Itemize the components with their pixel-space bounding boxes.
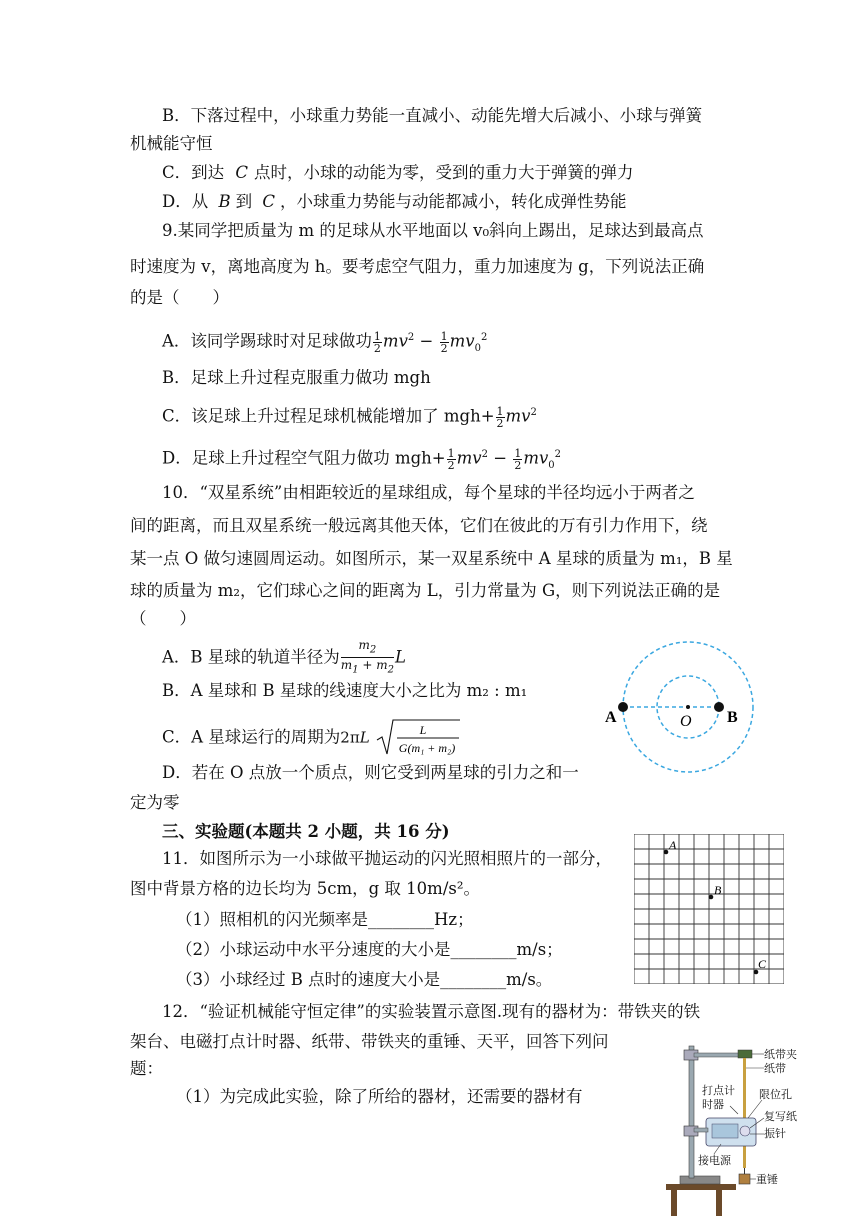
projectile-grid-figure bbox=[634, 834, 784, 984]
q9-line2: 时速度为 v，离地高度为 h。要考虑空气阻力，重力加速度为 g，下列说法正确 bbox=[130, 257, 705, 276]
paper-tape bbox=[743, 1058, 746, 1168]
label-b: B bbox=[727, 709, 738, 726]
q11-sub2: （2）小球运动中水平分速度的大小是________m/s； bbox=[176, 940, 563, 959]
q8-d-b: B bbox=[218, 192, 231, 211]
q10-option-d-line1: D．若在 O 点放一个质点，则它受到两星球的引力之和一 bbox=[162, 763, 579, 782]
label-tape-clip: 纸带夹 bbox=[764, 1049, 797, 1061]
q8-c-var: C bbox=[235, 163, 248, 182]
weight-block bbox=[739, 1174, 750, 1184]
q10-c-text: C．A 星球运行的周期为 bbox=[162, 727, 341, 747]
label-o: O bbox=[680, 713, 692, 730]
svg-text:L: L bbox=[419, 723, 427, 737]
q11-line2: 图中背景方格的边长均为 5cm，g 取 10m/s²。 bbox=[130, 879, 480, 898]
sqrt-expression bbox=[375, 718, 461, 758]
section-3-heading: 三、实验题(本题共 2 小题，共 16 分) bbox=[162, 822, 450, 841]
q12-line2: 架台、电磁打点计时器、纸带、带铁夹的重锤、天平，回答下列问 bbox=[130, 1032, 609, 1051]
point-b bbox=[709, 895, 714, 900]
q8-c-prefix: C．到达 bbox=[162, 163, 225, 182]
q10-option-a: A．B 星球的轨道半径为 $\frac{m_2}{m_1 + m_2}$ L bbox=[162, 638, 406, 676]
q10-line4: 球的质量为 m₂，它们球心之间的距离为 L，引力常量为 G，则下列说法正确的是 bbox=[130, 581, 721, 600]
label-timer-1: 打点计 bbox=[702, 1085, 735, 1097]
q10-line5: （ ） bbox=[130, 609, 196, 628]
q8-option-b-line1: B．下落过程中，小球重力势能一直减小、动能先增大后减小、小球与弹簧 bbox=[162, 106, 703, 125]
q9-c-text: C．该足球上升过程足球机械能增加了 mgh+ bbox=[162, 406, 495, 426]
q10-option-c: C．A 星球运行的周期为2πL L G(m₁ + m₂) bbox=[162, 718, 461, 758]
q9-a-text: A．该同学踢球时对足球做功 bbox=[162, 331, 372, 351]
q9-option-b: B．足球上升过程克服重力做功 mgh bbox=[162, 368, 431, 387]
q8-d-c: 到 bbox=[235, 192, 253, 211]
center-o bbox=[686, 705, 690, 709]
label-point-b: B bbox=[714, 883, 722, 897]
label-point-c: C bbox=[758, 957, 767, 971]
q8-d-a: D．从 bbox=[162, 192, 209, 211]
star-b bbox=[714, 702, 724, 712]
label-a: A bbox=[605, 709, 617, 726]
q12-line1: 12．“验证机械能守恒定律”的实验装置示意图.现有的器材为：带铁夹的铁 bbox=[162, 1002, 701, 1021]
stand-rod bbox=[689, 1046, 694, 1178]
star-a bbox=[618, 702, 628, 712]
q10-option-b: B．A 星球和 B 星球的线速度大小之比为 m₂ : m₁ bbox=[162, 681, 528, 700]
q10-line1: 10．“双星系统”由相距较近的星球组成，每个星球的半径均远小于两者之 bbox=[162, 483, 695, 502]
q11-line1: 11．如图所示为一小球做平抛运动的闪光照相照片的一部分， bbox=[162, 849, 612, 868]
table-top bbox=[666, 1184, 736, 1190]
label-carbon-paper: 复写纸 bbox=[764, 1111, 797, 1123]
q12-sub1: （1）为完成此实验，除了所给的器材，还需要的器材有 bbox=[176, 1087, 583, 1106]
q9-option-c: C．该足球上升过程足球机械能增加了 mgh+ $\frac{1}{2}$ $mv^2$ bbox=[162, 404, 537, 430]
label-timer-2: 时器 bbox=[702, 1099, 724, 1111]
point-a bbox=[664, 850, 669, 855]
binary-star-figure bbox=[600, 630, 775, 780]
q9-option-a: A．该同学踢球时对足球做功 $\frac{1}{2}$ $mv^2$ − $\frac{1}{2}$ $mv_0^2$ bbox=[162, 329, 488, 355]
q8-c-rest: 点时，小球的动能为零，受到的重力大于弹簧的弹力 bbox=[254, 163, 634, 182]
q11-sub3: （3）小球经过 B 点时的速度大小是________m/s。 bbox=[176, 970, 553, 989]
apparatus-figure bbox=[646, 1036, 846, 1216]
q9-line1: 9.某同学把质量为 m 的足球从水平地面以 v₀斜向上踢出，足球达到最高点 bbox=[162, 221, 704, 240]
label-paper-tape: 纸带 bbox=[764, 1063, 786, 1075]
label-point-a: A bbox=[669, 838, 677, 852]
label-limit-hole: 限位孔 bbox=[759, 1089, 792, 1101]
q8-option-d bbox=[162, 191, 627, 213]
q8-option-b-line2: 机械能守恒 bbox=[130, 134, 213, 153]
q8-d-d: C bbox=[262, 192, 275, 211]
q8-d-e: ，小球重力势能与动能都减小，转化成弹性势能 bbox=[280, 192, 627, 211]
tape-clip bbox=[738, 1050, 752, 1058]
svg-text:G(m₁ + m₂): G(m₁ + m₂) bbox=[398, 741, 456, 755]
label-weight: 重锤 bbox=[756, 1174, 778, 1186]
q11-sub1: （1）照相机的闪光频率是________Hz； bbox=[176, 910, 474, 929]
q12-line3: 题： bbox=[130, 1059, 163, 1078]
q10-option-d-line2: 定为零 bbox=[130, 793, 180, 812]
q9-option-d: D．足球上升过程空气阻力做功 mgh+ $\frac{1}{2}$ $mv^2$ − $\frac{1}{2}$ $mv_0^2$ bbox=[162, 446, 562, 472]
q9-line3: 的是（ ） bbox=[130, 288, 229, 307]
q9-d-text: D．足球上升过程空气阻力做功 mgh+ bbox=[162, 448, 446, 468]
label-needle: 振针 bbox=[764, 1128, 786, 1140]
q8-option-c bbox=[162, 162, 634, 184]
label-power: 接电源 bbox=[698, 1155, 731, 1167]
q10-a-text: A．B 星球的轨道半径为 bbox=[162, 647, 340, 667]
q10-line3: 某一点 O 做匀速圆周运动。如图所示，某一双星系统中 A 星球的质量为 m₁，B 星 bbox=[130, 549, 733, 568]
q10-line2: 间的距离，而且双星系统一般远离其他天体，它们在彼此的万有引力作用下，绕 bbox=[130, 516, 708, 535]
